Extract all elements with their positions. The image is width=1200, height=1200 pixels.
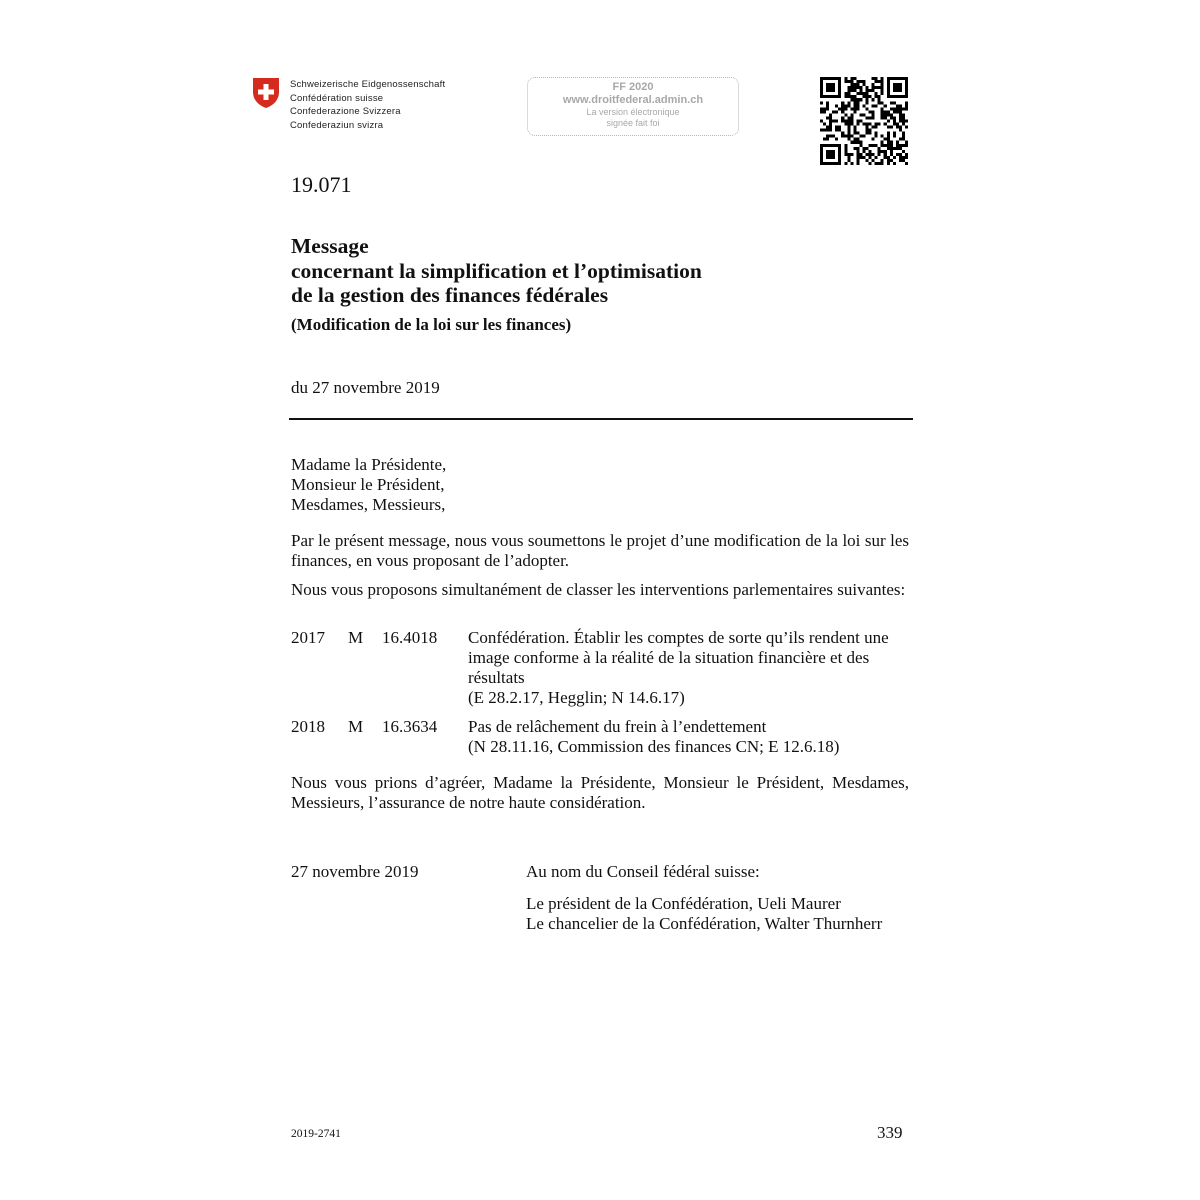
stamp-note-2: signée fait foi (606, 118, 660, 128)
authority-line-rm: Confederaziun svizra (290, 119, 384, 131)
stamp-url: www.droitfederal.admin.ch (562, 94, 704, 106)
document-number: 19.071 (291, 172, 352, 197)
salutation-line: Monsieur le Président, (291, 475, 445, 494)
intervention-year: 2018 (291, 717, 325, 736)
salutation (291, 455, 446, 515)
intervention-year: 2017 (291, 628, 325, 647)
intervention-title: Confédération. Établir les comptes de sorte qu’ils rendent une image conforme à la réalité de la situation financière et des résultats (468, 628, 889, 687)
authority-line-fr: Confédération suisse (290, 92, 384, 104)
federal-authority-name (290, 78, 445, 132)
publication-stamp (527, 77, 739, 136)
page-number: 339 (877, 1123, 903, 1142)
closing-paragraph: Nous vous prions d’agréer, Madame la Présidente, Monsieur le Président, Mesdames, Messieurs, l’assurance de notre haute considération. (291, 773, 909, 812)
chancellor-signatory: Le chancelier de la Confédération, Walter Thurnherr (526, 914, 883, 933)
stamp-note-1: La version électronique (586, 107, 680, 117)
title-line-3: de la gestion des finances fédérales (291, 283, 609, 307)
stamp-edition: FF 2020 (612, 81, 654, 93)
president-signatory: Le président de la Confédération, Ueli Maurer (526, 894, 841, 913)
on-behalf-line: Au nom du Conseil fédéral suisse: (526, 862, 760, 881)
footer-document-code: 2019-2741 (291, 1128, 341, 1140)
intervention-type: M (348, 717, 364, 736)
intervention-text (468, 717, 913, 757)
signatories (526, 894, 882, 934)
intro-paragraph: Par le présent message, nous vous soumettons le projet d’une modification de la loi sur les finances, en vous proposant de l’adopter. (291, 531, 909, 570)
intervention-reference: (N 28.11.16, Commission des finances CN; E 12.6.18) (468, 737, 840, 756)
divider-rule (289, 418, 913, 420)
authority-line-de: Schweizerische Eidgenossenschaft (290, 79, 446, 90)
signature-date: 27 novembre 2019 (291, 862, 419, 881)
message-date: du 27 novembre 2019 (291, 378, 440, 397)
page-subtitle: (Modification de la loi sur les finances) (291, 315, 572, 334)
intervention-number: 16.4018 (382, 628, 438, 647)
intervention-number: 16.3634 (382, 717, 438, 736)
interventions-intro-paragraph: Nous vous proposons simultanément de classer les interventions parlementaires suivantes: (291, 580, 906, 599)
intervention-title: Pas de relâchement du frein à l’endettement (468, 717, 767, 736)
intervention-text (468, 628, 913, 708)
salutation-line: Mesdames, Messieurs, (291, 495, 446, 514)
swiss-cross-icon (252, 77, 280, 109)
page-title (291, 234, 702, 308)
salutation-line: Madame la Présidente, (291, 455, 447, 474)
authority-line-it: Confederazione Svizzera (290, 106, 401, 118)
title-line-2: concernant la simplification et l’optimisation (291, 258, 702, 283)
intervention-type: M (348, 628, 364, 647)
intervention-reference: (E 28.2.17, Hegglin; N 14.6.17) (468, 688, 685, 707)
qr-code-icon (820, 77, 908, 165)
title-line-1: Message (291, 234, 369, 258)
